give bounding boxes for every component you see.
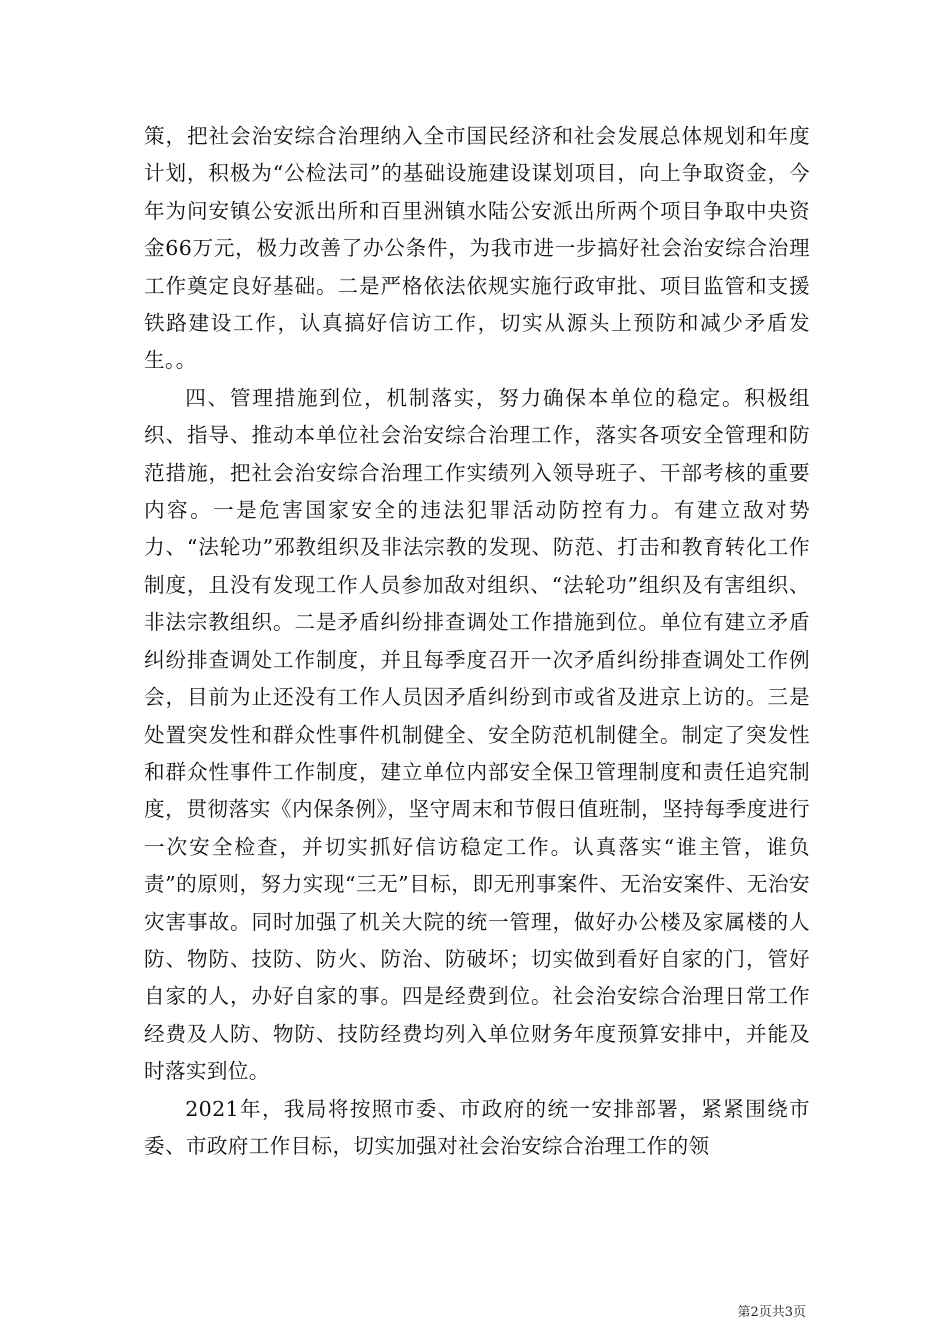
page-number-footer: 第2页共3页 [737, 1305, 806, 1320]
paragraph-continuation: 策，把社会治安综合治理纳入全市国民经济和社会发展总体规划和年度计划，积极为“公检法司”的基础设施建设谋划项目，向上争取资金，今年为问安镇公安派出所和百里洲镇水陆公安派出所两个项目争取中央资金66万元，极力改善了办公条件，为我市进一步搞好社会治安综合治理工作奠定良好基础。二是严格依法依规实施行政审批、项目监管和支援铁路建设工作，认真搞好信访工作，切实从源头上预防和减少矛盾发生。。 [144, 124, 810, 373]
paragraph-2021-plan: 2021年，我局将按照市委、市政府的统一安排部署，紧紧围绕市委、市政府工作目标，切实加强对社会治安综合治理工作的领 [144, 1096, 810, 1158]
document-body [144, 118, 810, 1165]
paragraph-section-four: 四、管理措施到位，机制落实，努力确保本单位的稳定。积极组织、指导、推动本单位社会治安综合治理工作，落实各项安全管理和防范措施，把社会治安综合治理工作实绩列入领导班子、干部考核的重要内容。一是危害国家安全的违法犯罪活动防控有力。有建立敌对势力、“法轮功”邪教组织及非法宗教的发现、防范、打击和教育转化工作制度，且没有发现工作人员参加敌对组织、“法轮功”组织及有害组织、非法宗教组织。二是矛盾纠纷排查调处工作措施到位。单位有建立矛盾纠纷排查调处工作制度，并且每季度召开一次矛盾纠纷排查调处工作例会，目前为止还没有工作人员因矛盾纠纷到市或省及进京上访的。三是处置突发性和群众性事件机制健全、安全防范机制健全。制定了突发性和群众性事件工作制度，建立单位内部安全保卫管理制度和责任追究制度，贯彻落实《内保条例》，坚守周末和节假日值班制，坚持每季度进行一次安全检查，并切实抓好信访稳定工作。认真落实“谁主管，谁负责”的原则，努力实现“三无”目标，即无刑事案件、无治安案件、无治安灾害事故。同时加强了机关大院的统一管理，做好办公楼及家属楼的人防、物防、技防、防火、防治、防破坏；切实做到看好自家的门，管好自家的人，办好自家的事。四是经费到位。社会治安综合治理日常工作经费及人防、物防、技防经费均列入单位财务年度预算安排中，并能及时落实到位。 [144, 385, 810, 1084]
